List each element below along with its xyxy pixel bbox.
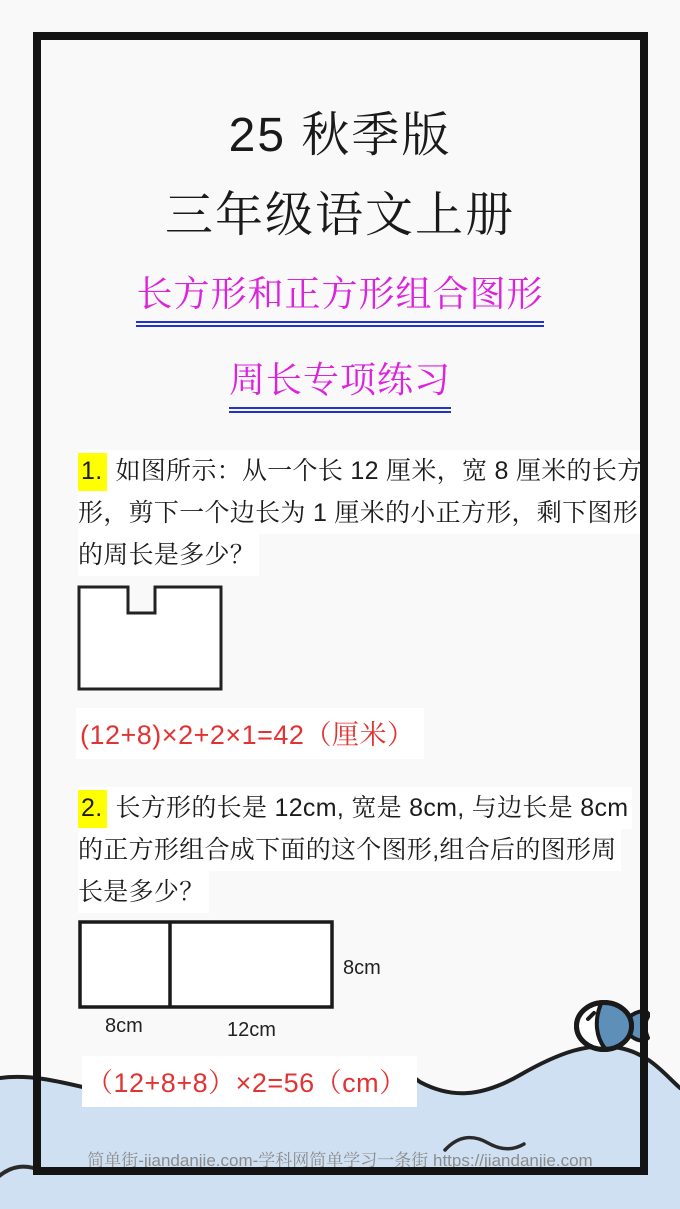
- answer-2: （12+8+8）×2=56（cm）: [82, 1056, 417, 1107]
- page-title-line1: 25 秋季版: [228, 109, 452, 162]
- question-1-line3: 的周长是多少？: [78, 534, 259, 576]
- question-2: [78, 787, 629, 913]
- question-1-line1: [78, 450, 646, 492]
- question-1-text1: 如图所示：从一个长 12 厘米，宽 8 厘米的长方: [115, 457, 643, 485]
- question-2-line3: 长是多少？: [78, 871, 209, 913]
- figure-2-label-height: 8cm: [343, 957, 381, 979]
- subtitle-row-2: [0, 352, 680, 413]
- question-2-text1: 长方形的长是 12cm, 宽是 8cm, 与边长是 8cm: [115, 794, 629, 822]
- subtitle-line1: 长方形和正方形组合图形: [136, 266, 543, 327]
- question-2-number-highlight: 2.: [78, 790, 107, 828]
- question-2-line2: 的正方形组合成下面的这个图形,组合后的图形周: [78, 829, 621, 871]
- subtitle-row-1: [0, 266, 680, 327]
- question-1-line2: 形，剪下一个边长为 1 厘米的小正方形，剩下图形: [78, 492, 642, 534]
- subtitle-line2: 周长专项练习: [229, 352, 451, 413]
- fish-icon: [574, 997, 650, 1057]
- question-1: [78, 450, 643, 576]
- question-2-line1: [78, 787, 632, 829]
- figure-2-label-left-width: 8cm: [105, 1015, 143, 1037]
- question-1-number-highlight: 1.: [78, 453, 107, 491]
- figure-2-label-right-width: 12cm: [227, 1019, 276, 1041]
- figure-1-notched-rectangle: [76, 584, 224, 692]
- figure-2-composite-rectangle: [77, 919, 337, 1011]
- footer-watermark: 简单街-jiandanjie.com-学科网简单学习一条街 https://jiandanjie.com: [87, 1151, 593, 1170]
- page-title-line2: 三年级语文上册: [164, 189, 515, 242]
- answer-1: (12+8)×2+2×1=42（厘米）: [76, 708, 424, 759]
